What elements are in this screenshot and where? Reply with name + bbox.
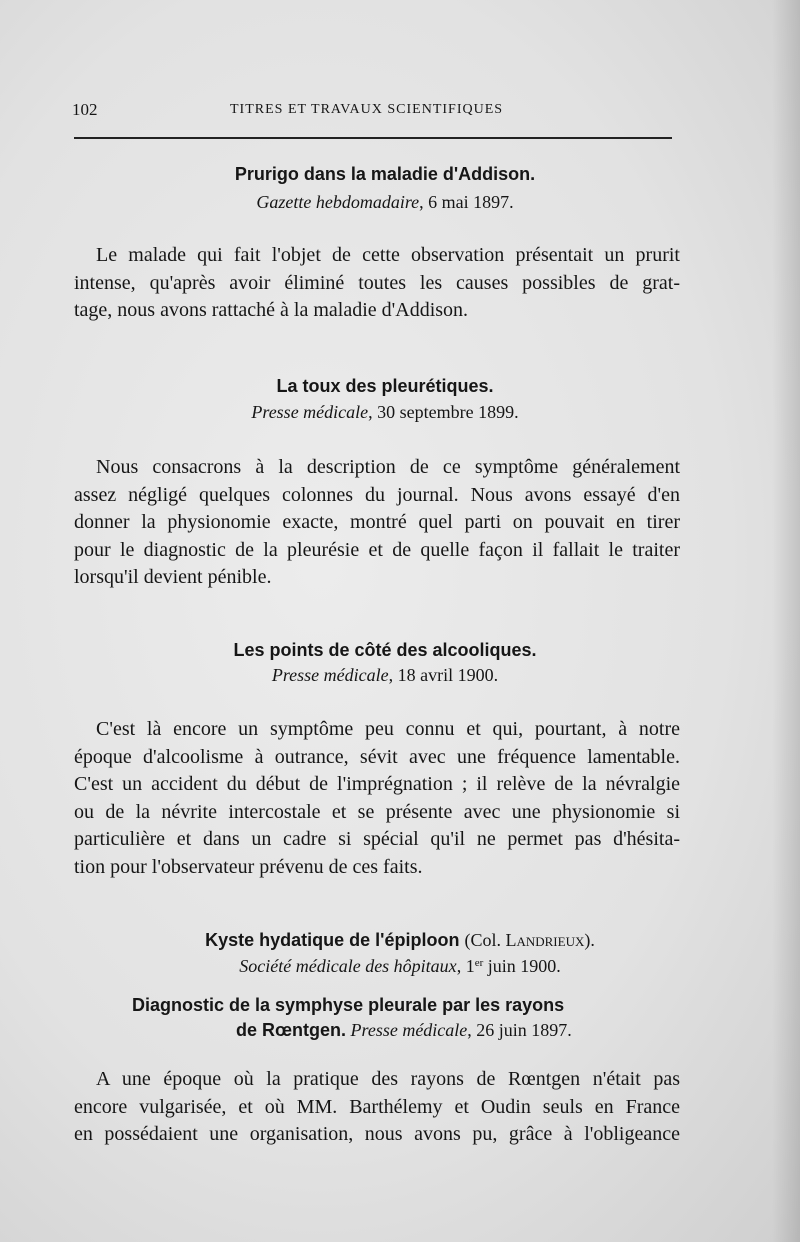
section-source-kyste xyxy=(120,956,680,977)
section-title-kyste xyxy=(120,930,680,951)
source-date: , 18 avril 1900. xyxy=(388,665,499,685)
section-source-toux xyxy=(140,402,630,423)
section-source-prurigo xyxy=(140,192,630,213)
page-spine-shadow xyxy=(772,0,800,1242)
section-title-diagnostic: Diagnostic de la symphyse pleurale par les rayons xyxy=(132,995,565,1015)
author-name: Landrieux xyxy=(505,930,585,950)
title-text: Kyste hydatique de l'épiploon xyxy=(205,930,460,950)
body-line: C'est un accident du début de l'imprégnation ; il relève de la névralgie xyxy=(74,773,680,795)
source-journal: Société médicale des hôpitaux xyxy=(239,956,457,976)
source-date: , 26 juin 1897. xyxy=(467,1020,572,1040)
section-title-diagnostic-line2 xyxy=(236,1020,572,1041)
source-date: , 6 mai 1897. xyxy=(419,192,514,212)
source-date: , 30 septembre 1899. xyxy=(368,402,519,422)
body-line: en possédaient une organisation, nous avons pu, grâce à l'obligeance xyxy=(74,1123,680,1145)
source-date-pre: , 1 xyxy=(456,956,475,976)
section-title-points: Les points de côté des alcooliques. xyxy=(233,640,537,660)
body-line: A une époque où la pratique des rayons de Rœntgen n'était pas xyxy=(96,1068,680,1090)
title-author xyxy=(464,930,594,950)
source-date-sup: er xyxy=(474,957,484,969)
section-source-points xyxy=(140,665,630,686)
section-body-prurigo xyxy=(74,242,680,325)
body-line: Nous consacrons à la description de ce symptôme généralement xyxy=(96,456,680,478)
section-body-toux xyxy=(74,454,680,592)
body-line: lorsqu'il devient pénible. xyxy=(74,566,272,588)
source-journal: Presse médicale xyxy=(251,402,369,422)
header-rule xyxy=(74,137,672,139)
body-line: ou de la névrite intercostale et se présente avec une physionomie si xyxy=(74,800,680,823)
source-journal: Gazette hebdomadaire xyxy=(256,192,420,212)
section-title-toux: La toux des pleurétiques. xyxy=(276,376,494,396)
page-header xyxy=(72,100,672,124)
source-journal: Presse médicale xyxy=(350,1020,468,1040)
paren-close: ). xyxy=(584,930,595,950)
source-date-post: juin 1900. xyxy=(483,956,561,976)
running-title: TITRES ET TRAVAUX SCIENTIFIQUES xyxy=(230,102,504,117)
body-line: tion pour l'observateur prévenu de ces faits. xyxy=(74,855,423,878)
body-line: pour le diagnostic de la pleurésie et de quelle façon il fallait le traiter xyxy=(74,538,680,561)
body-line: encore vulgarisée, et où MM. Barthélemy et Oudin seuls en France xyxy=(74,1095,680,1118)
section-title-prurigo: Prurigo dans la maladie d'Addison. xyxy=(234,164,536,184)
paren-open: (Col. xyxy=(464,930,506,950)
body-line: Le malade qui fait l'objet de cette observation présentait un prurit xyxy=(96,244,680,266)
body-line: intense, qu'après avoir éliminé toutes les causes possibles de grat- xyxy=(74,271,680,294)
body-line: époque d'alcoolisme à outrance, sévit avec une fréquence lamentable. xyxy=(74,745,680,768)
page-number: 102 xyxy=(72,100,98,119)
body-line: tage, nous avons rattaché à la maladie d'Addison. xyxy=(74,299,469,321)
body-line: particulière et dans un cadre si spécial qu'il ne permet pas d'hésita- xyxy=(74,828,680,850)
title-text: de Rœntgen. xyxy=(236,1020,346,1040)
source-journal: Presse médicale xyxy=(271,665,389,685)
body-line: donner la physionomie exacte, montré quel parti on pouvait en tirer xyxy=(74,511,680,533)
section-body-diagnostic xyxy=(74,1066,680,1149)
body-line: assez négligé quelques colonnes du journal. Nous avons essayé d'en xyxy=(74,483,680,506)
section-body-points xyxy=(74,716,680,881)
body-line: C'est là encore un symptôme peu connu et qui, pourtant, à notre xyxy=(96,718,680,740)
